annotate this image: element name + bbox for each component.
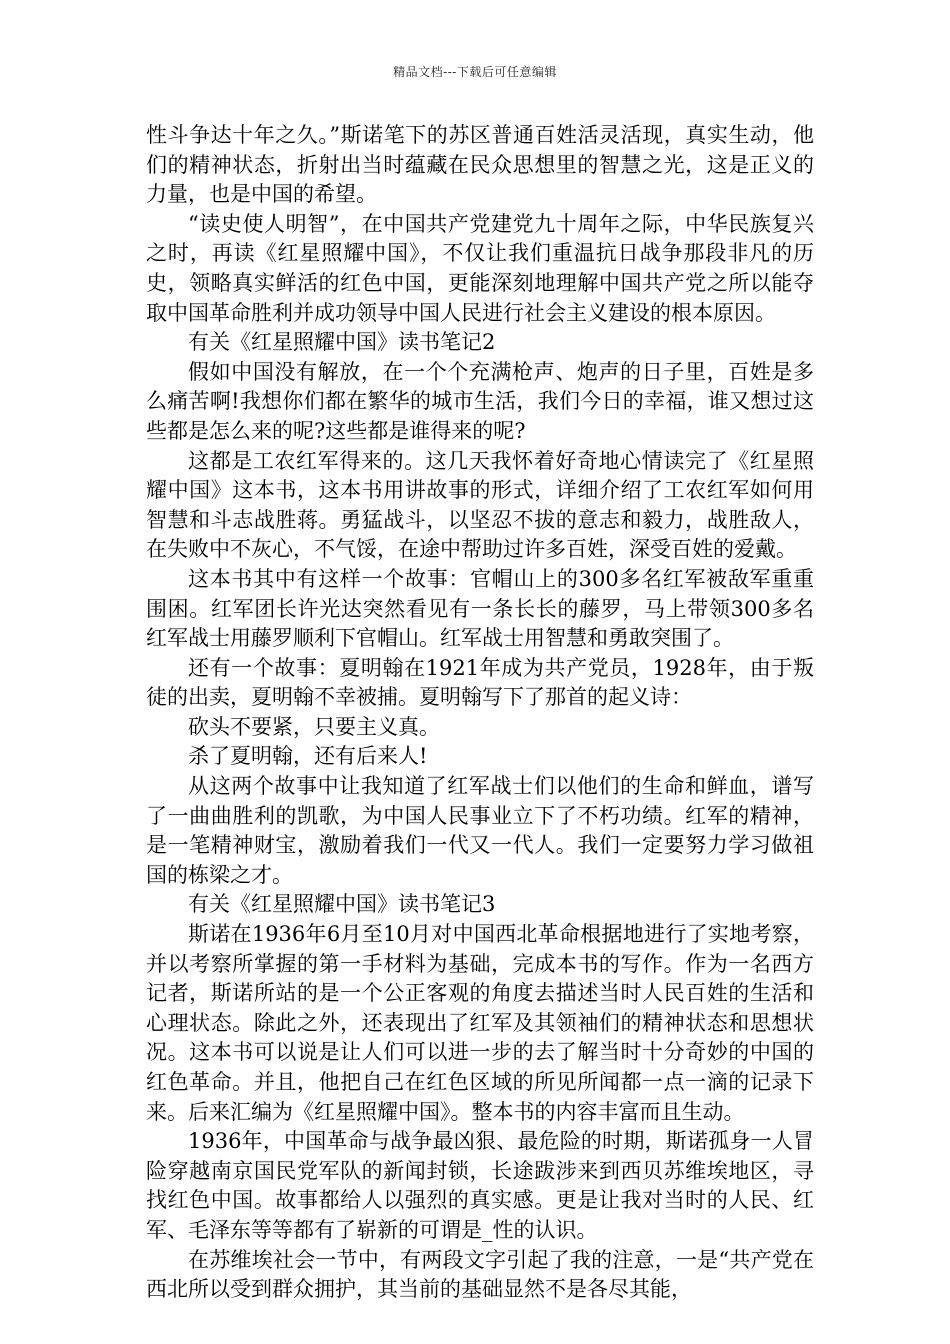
paragraph: “读史使人明智”，在中国共产党建党九十周年之际，中华民族复兴之时，再读《红星照耀中国》，不仅让我们重温抗日战争那段非凡的历史，领略真实鲜活的红色中国，更能深刻地理解中国共产党之所以能夺取中国革命胜利并成功领导中国人民进行社会主义建设的根本原因。: [146, 211, 814, 325]
paragraph: 假如中国没有解放，在一个个充满枪声、炮声的日子里，百姓是多么痛苦啊!我想你们都在繁华的城市生活，我们今日的幸福，谁又想过这些都是怎么来的呢?这些都是谁得来的呢?: [146, 359, 814, 443]
paragraph: 在苏维埃社会一节中，有两段文字引起了我的注意，一是“共产党在西北所以受到群众拥护，其当前的基础显然不是各尽其能，: [146, 1247, 814, 1302]
section-heading: 有关《红星照耀中国》读书笔记3: [188, 892, 496, 917]
paragraph: 这本书其中有这样一个故事：官帽山上的300多名红军被敌军重重围困。红军团长许光达突然看见有一条长长的藤罗，马上带领300多名红军战士用藤罗顺利下官帽山。红军战士用智慧和勇敢突围了。: [146, 566, 814, 651]
section-heading: 有关《红星照耀中国》读书笔记2: [188, 330, 496, 355]
paragraph: 这都是工农红军得来的。这几天我怀着好奇地心情读完了《红星照耀中国》这本书，这本书用讲故事的形式，详细介绍了工农红军如何用智慧和斗志战胜蒋。勇猛战斗，以坚忍不拔的意志和毅力，战胜敌人，在失败中不灰心，不气馁，在途中帮助过许多百姓，深受百姓的爱戴。: [146, 448, 814, 562]
paragraph: 还有一个故事：夏明翰在1921年成为共产党员，1928年，由于叛徒的出卖，夏明翰不幸被捕。夏明翰写下了那首的起义诗：: [146, 655, 814, 710]
paragraph: 1936年，中国革命与战争最凶狠、最危险的时期，斯诺孤身一人冒险穿越南京国民党军队的新闻封锁，长途跋涉来到西贝苏维埃地区，寻找红色中国。故事都给人以强烈的真实感。更是让我对当时的人民、红军、毛泽东等等都有了崭新的可谓是_性的认识。: [146, 1129, 814, 1242]
page-header: 精品文档---下载后可任意编辑: [393, 65, 557, 79]
poem-line: 杀了夏明翰，还有后来人!: [188, 744, 428, 769]
poem-line: 砍头不要紧，只要主义真。: [188, 714, 440, 739]
document-body: [146, 121, 814, 1305]
paragraph: 斯诺在1936年6月至10月对中国西北革命根据地进行了实地考察，并以考察所掌握的第一手材料为基础，完成本书的写作。作为一名西方记者，斯诺所站的是一个公正客观的角度去描述当时人民百姓的生活和心理状态。除此之外，还表现出了红军及其领袖们的精神状态和思想状况。这本书可以说是让人们可以进一步的去了解当时十分奇妙的中国的红色革命。并且，他把自己在红色区域的所见所闻都一点一滴的记录下来。后来汇编为《红星照耀中国》。整本书的内容丰富而且生动。: [146, 922, 814, 1124]
paragraph: 从这两个故事中让我知道了红军战士们以他们的生命和鲜血，谱写了一曲曲胜利的凯歌，为中国人民事业立下了不朽功绩。红军的精神，是一笔精神财宝，激励着我们一代又一代人。我们一定要努力学习做祖国的栋梁之才。: [146, 774, 814, 887]
paragraph: 性斗争达十年之久。”斯诺笔下的苏区普通百姓活灵活现，真实生动，他们的精神状态，折射出当时蕴藏在民众思想里的智慧之光，这是正义的力量，也是中国的希望。: [146, 123, 814, 207]
